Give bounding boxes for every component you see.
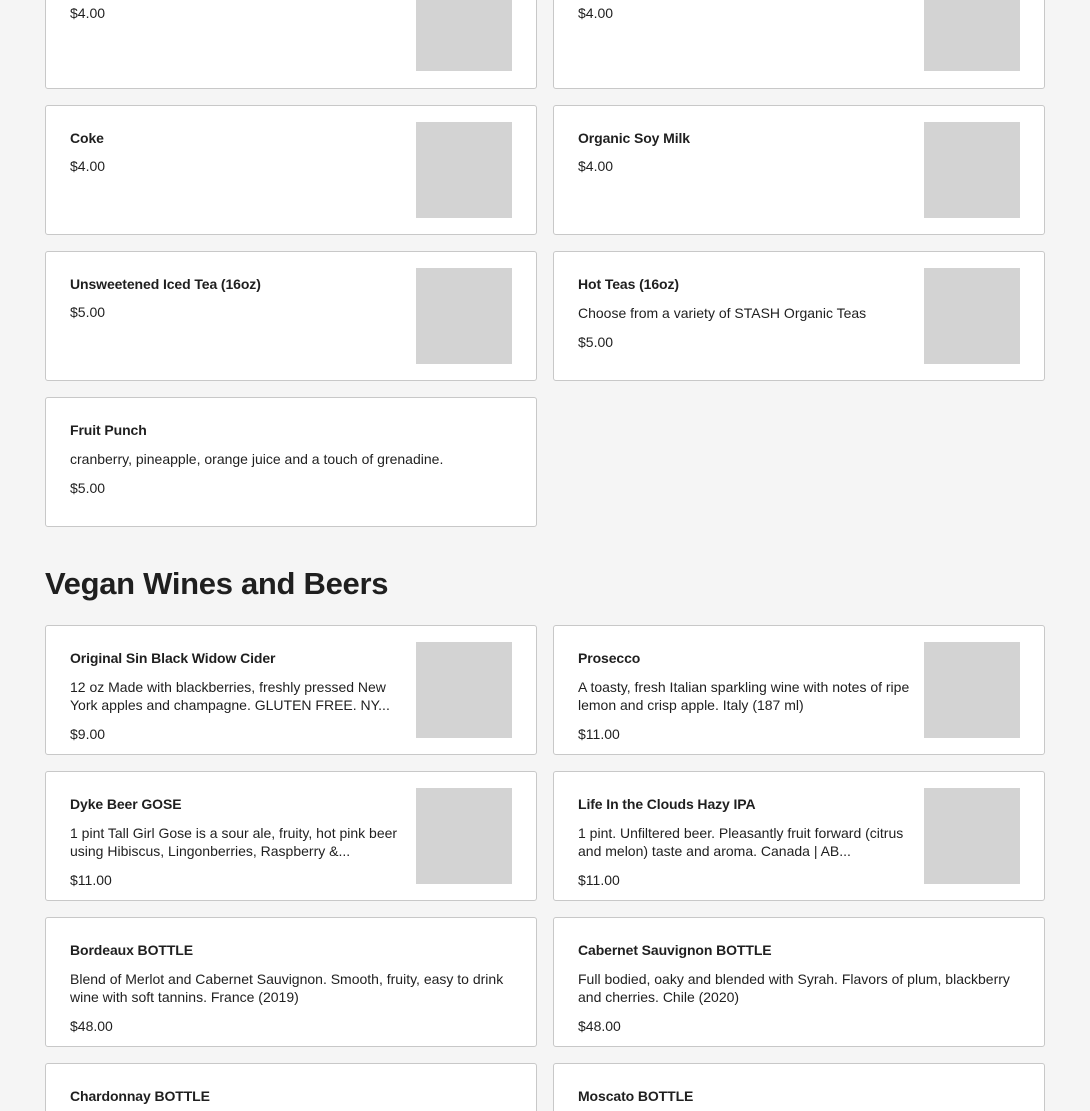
menu-item-card-fruit-punch[interactable]: [45, 397, 537, 527]
item-image: [416, 0, 512, 71]
item-name: Moscato BOTTLE: [578, 1088, 694, 1104]
item-name: Dyke Beer GOSE: [70, 796, 182, 812]
item-image: [924, 642, 1020, 738]
item-name: Chardonnay BOTTLE: [70, 1088, 210, 1104]
item-price: $5.00: [70, 304, 106, 320]
item-name: Fruit Punch: [70, 422, 147, 438]
item-price: $4.00: [70, 5, 106, 21]
item-description: cranberry, pineapple, orange juice and a touch of grenadine.: [70, 451, 444, 467]
item-image: [416, 268, 512, 364]
item-name: Original Sin Black Widow Cider: [70, 650, 276, 666]
menu-item-card-coke[interactable]: [45, 105, 537, 235]
item-price: $48.00: [578, 1018, 621, 1034]
item-image: [416, 122, 512, 218]
item-image: [924, 122, 1020, 218]
item-price: $5.00: [70, 480, 106, 496]
menu-item-card-moscato[interactable]: [553, 1063, 1045, 1111]
item-price: $11.00: [578, 726, 620, 742]
item-description: Full bodied, oaky and blended with Syrah. Flavors of plum, blackberry and cherries. Chile (2020): [578, 971, 1010, 1005]
item-price: $48.00: [70, 1018, 113, 1034]
item-name: Prosecco: [578, 650, 641, 666]
item-name: Cabernet Sauvignon BOTTLE: [578, 942, 772, 958]
menu-item-card-bordeaux[interactable]: [45, 917, 537, 1047]
item-description: A toasty, fresh Italian sparkling wine with notes of ripe lemon and crisp apple. Italy (187 ml): [578, 679, 910, 713]
drinks-grid-top: [45, 0, 1045, 89]
item-description: 1 pint Tall Girl Gose is a sour ale, fruity, hot pink beer using Hibiscus, Lingonberries, Raspberry &...: [70, 825, 398, 859]
item-name: Coke: [70, 130, 104, 146]
menu-item-card[interactable]: [553, 0, 1045, 89]
item-price: $5.00: [578, 334, 614, 350]
item-price: $4.00: [70, 158, 106, 174]
item-name: Organic Soy Milk: [578, 130, 690, 146]
menu-item-card-chardonnay[interactable]: [45, 1063, 537, 1111]
item-image: [924, 788, 1020, 884]
menu-item-card-unsweetened-iced-tea[interactable]: [45, 251, 537, 381]
item-price: $4.00: [578, 158, 614, 174]
item-description: Blend of Merlot and Cabernet Sauvignon. Smooth, fruity, easy to drink wine with soft tannins. France (2019): [70, 971, 504, 1005]
item-description: 1 pint. Unfiltered beer. Pleasantly fruit forward (citrus and melon) taste and aroma. Canada | AB...: [578, 825, 904, 859]
item-name: Unsweetened Iced Tea (16oz): [70, 276, 261, 292]
item-price: $4.00: [578, 5, 614, 21]
menu-item-card-organic-soy-milk[interactable]: [553, 105, 1045, 235]
menu-item-card[interactable]: [45, 0, 537, 89]
menu-item-card-dyke-beer-gose[interactable]: [45, 771, 537, 901]
item-price: $11.00: [578, 872, 620, 888]
item-name: Life In the Clouds Hazy IPA: [578, 796, 756, 812]
item-image: [416, 642, 512, 738]
menu-item-card-black-widow-cider[interactable]: [45, 625, 537, 755]
wines-beers-grid: [45, 625, 1045, 1111]
item-description: Choose from a variety of STASH Organic Teas: [578, 305, 867, 321]
drinks-grid: [45, 105, 1045, 527]
item-image: [924, 0, 1020, 71]
item-image: [416, 788, 512, 884]
item-description: 12 oz Made with blackberries, freshly pressed New York apples and champagne. GLUTEN FREE. NY...: [70, 679, 390, 713]
item-price: $9.00: [70, 726, 106, 742]
item-image: [924, 268, 1020, 364]
menu-item-card-hot-teas[interactable]: [553, 251, 1045, 381]
menu-item-card-cabernet-sauvignon[interactable]: [553, 917, 1045, 1047]
menu-item-card-life-in-the-clouds[interactable]: [553, 771, 1045, 901]
section-title: Vegan Wines and Beers: [45, 566, 389, 601]
item-name: Hot Teas (16oz): [578, 276, 679, 292]
item-name: Bordeaux BOTTLE: [70, 942, 193, 958]
item-price: $11.00: [70, 872, 112, 888]
menu-item-card-prosecco[interactable]: [553, 625, 1045, 755]
